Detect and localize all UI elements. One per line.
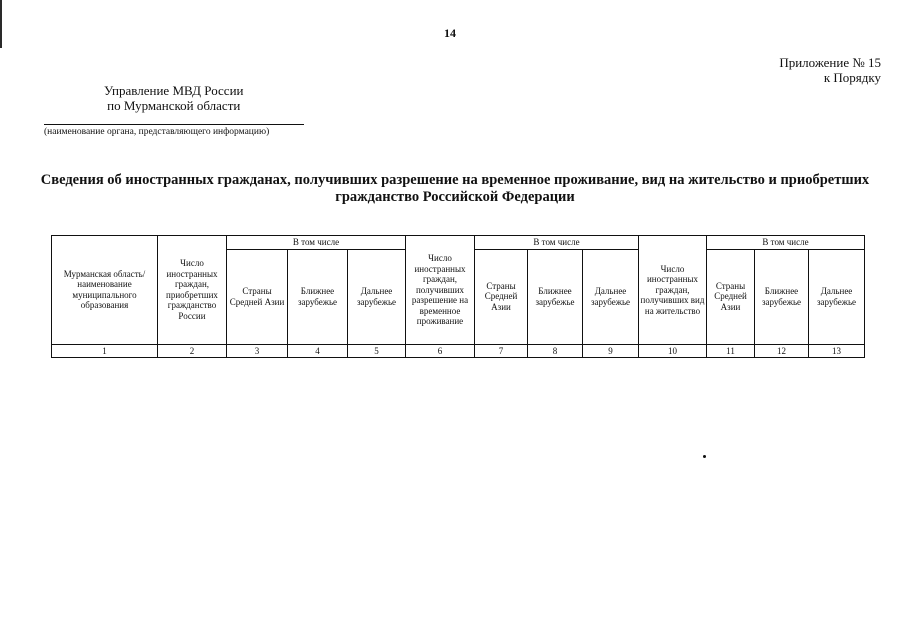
column-number: 6 — [406, 344, 475, 358]
column-header: Число иностранных граждан, получивших разрешение на временное проживание — [406, 236, 475, 345]
column-number: 4 — [288, 344, 348, 358]
organization-underline — [44, 124, 304, 125]
column-number: 9 — [583, 344, 639, 358]
column-header: Ближнее зарубежье — [288, 249, 348, 344]
column-number-row — [52, 344, 865, 358]
column-number: 8 — [528, 344, 583, 358]
scan-edge-mark — [0, 0, 2, 48]
table-header-row-group — [52, 236, 865, 250]
appendix-line-2: к Порядку — [823, 70, 881, 85]
column-header: Дальнее зарубежье — [809, 249, 865, 344]
document-title: Сведения об иностранных гражданах, получивших разрешение на временное проживание, вид на жительство и приобретших гражданство Российской Федерации — [40, 172, 870, 205]
column-number: 12 — [755, 344, 809, 358]
column-header: Дальнее зарубежье — [348, 249, 406, 344]
page-number: 14 — [444, 26, 456, 40]
group-header: В том числе — [707, 236, 865, 250]
organization-name — [104, 83, 243, 113]
column-number: 13 — [809, 344, 865, 358]
column-header: Страны Средней Азии — [707, 249, 755, 344]
column-number: 2 — [158, 344, 227, 358]
column-number: 1 — [52, 344, 158, 358]
column-header: Ближнее зарубежье — [755, 249, 809, 344]
column-header: Число иностранных граждан, приобретших гражданство России — [158, 236, 227, 345]
column-number: 7 — [475, 344, 528, 358]
group-header: В том числе — [475, 236, 639, 250]
appendix-line-1: Приложение № 15 — [779, 55, 881, 70]
column-header: Дальнее зарубежье — [583, 249, 639, 344]
column-number: 3 — [227, 344, 288, 358]
organization-line-1: Управление МВД России — [104, 83, 244, 98]
appendix-reference — [779, 55, 881, 85]
organization-caption: (наименование органа, представляющего информацию) — [44, 127, 270, 137]
statistics-table — [51, 235, 865, 358]
column-header: Страны Средней Азии — [227, 249, 288, 344]
column-number: 10 — [639, 344, 707, 358]
scan-speck — [703, 455, 706, 458]
column-header: Ближнее зарубежье — [528, 249, 583, 344]
column-header: Страны Средней Азии — [475, 249, 528, 344]
group-header: В том числе — [227, 236, 406, 250]
organization-line-2: по Мурманской области — [107, 98, 241, 113]
column-header: Мурманская область/наименование муниципального образования — [52, 236, 158, 345]
column-number: 5 — [348, 344, 406, 358]
column-number: 11 — [707, 344, 755, 358]
column-header: Число иностранных граждан, получивших вид на жительство — [639, 236, 707, 345]
